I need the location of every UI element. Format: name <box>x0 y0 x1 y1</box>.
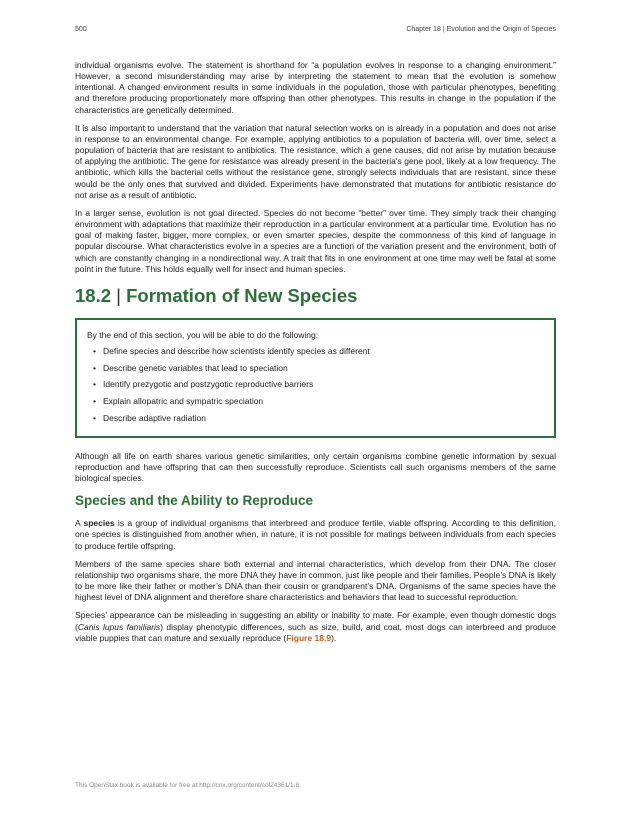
bullet-icon: • <box>93 396 96 407</box>
objectives-list <box>87 346 540 424</box>
body-paragraph-3: In a larger sense, evolution is not goal directed. Species do not become “better” over time. They simply track their changing environment with adaptations that maximize their reproduction in a particular environment at a particular time. Evolution has no goal of making faster, bigger, more complex, or even smarter species, despite the commonness of this kind of language in popular discourse. What characteristics evolve in a species are a function of the variation present and the environment, both of which are constantly changing in a nondirectional way. A trait that fits in one environment at one time may well be fatal at some point in the future. This holds equally well for insect and human species. <box>75 207 556 274</box>
page-content <box>75 60 556 651</box>
scientific-name: Canis lupus familiaris <box>77 621 161 632</box>
bullet-icon: • <box>93 345 96 356</box>
page-number: 500 <box>75 26 87 33</box>
members-paragraph: Members of the same species share both external and internal characteristics, which develop from their DNA. The closer relationship two organisms share, the more DNA they have in common, just like people and their families. People’s DNA is likely to be more like their father or mother’s DNA than their cousin or grandparent’s DNA. Organisms of the same species have the highest level of DNA alignment and therefore share characteristics and behaviors that lead to successful reproduction. <box>75 558 556 603</box>
section-separator: | <box>116 284 121 306</box>
objectives-intro: By the end of this section, you will be able to do the following: <box>87 329 319 340</box>
page-footer: This OpenStax book is available for free at http://cnx.org/content/col24361/1.8 <box>75 782 300 789</box>
bullet-icon: • <box>93 362 96 373</box>
running-header <box>75 26 556 33</box>
objective-item: • Describe genetic variables that lead to speciation <box>93 362 288 373</box>
objective-item: • Explain allopatric and sympatric speciation <box>93 396 264 407</box>
bullet-icon: • <box>93 413 96 423</box>
bullet-icon: • <box>93 379 96 390</box>
objective-item: • Define species and describe how scientists identify species as different <box>93 345 370 356</box>
key-term: species <box>83 518 115 529</box>
chapter-title: Chapter 18 | Evolution and the Origin of Species <box>406 26 556 33</box>
section-heading <box>75 285 556 307</box>
body-paragraph-2: It is also important to understand that the variation that natural selection works on is already in a population and does not arise in response to an environmental change. For example, applying antibiotics to a population of bacteria will, over time, select a population of bacteria that are resistant to antibiotics. The resistance, which a gene causes, did not arise by mutation because of applying the antibiotic. The gene for resistance was already present in the bacteria's gene pool, likely at a low frequency. The antibiotic, which kills the bacterial cells without the resistance gene, strongly selects individuals that are resistant, since these would be the only ones that survived and divided. Experiments have demonstrated that mutations for antibiotic resistance do not arise as a result of antibiotic. <box>75 122 556 200</box>
learning-objectives-box <box>75 318 556 438</box>
section-number: 18.2 <box>75 284 112 306</box>
subsection-heading: Species and the Ability to Reproduce <box>75 493 314 509</box>
species-definition-paragraph: A species is a group of individual organisms that interbreed and produce fertile, viable offspring. According to this definition, one species is distinguished from another when, in nature, it is not possible for matings between individuals from each species to produce fertile offspring. <box>75 518 556 551</box>
objective-item: • Identify prezygotic and postzygotic reproductive barriers <box>93 379 314 390</box>
body-paragraph-1: individual organisms evolve. The statement is shorthand for “a population evolves in response to a changing environment.” However, a second misunderstanding may arise by interpreting the statement to mean that the evolution is somehow intentional. A changed environment results in some individuals in the population, those with particular phenotypes, benefiting and therefore producing proportionately more offspring than other phenotypes. This results in change in the population if the characteristics are genetically determined. <box>75 60 556 115</box>
appearance-paragraph: Species’ appearance can be misleading in suggesting an ability or inability to mate. For example, even though domestic dogs (Canis lupus familiaris) display phenotypic differences, such as size, build, and coat, most dogs can interbreed and produce viable puppies that can mature and sexually reproduce (Figure 18.9). <box>75 610 556 643</box>
figure-link[interactable]: Figure 18.9 <box>286 632 332 643</box>
objective-item: • Describe adaptive radiation <box>93 413 207 423</box>
intro-paragraph: Although all life on earth shares various genetic similarities, only certain organisms combine genetic information by sexual reproduction and have offspring that can then successfully reproduce. Scientists call such organisms members of the same biological species. <box>75 450 556 484</box>
section-title: Formation of New Species <box>126 284 358 306</box>
